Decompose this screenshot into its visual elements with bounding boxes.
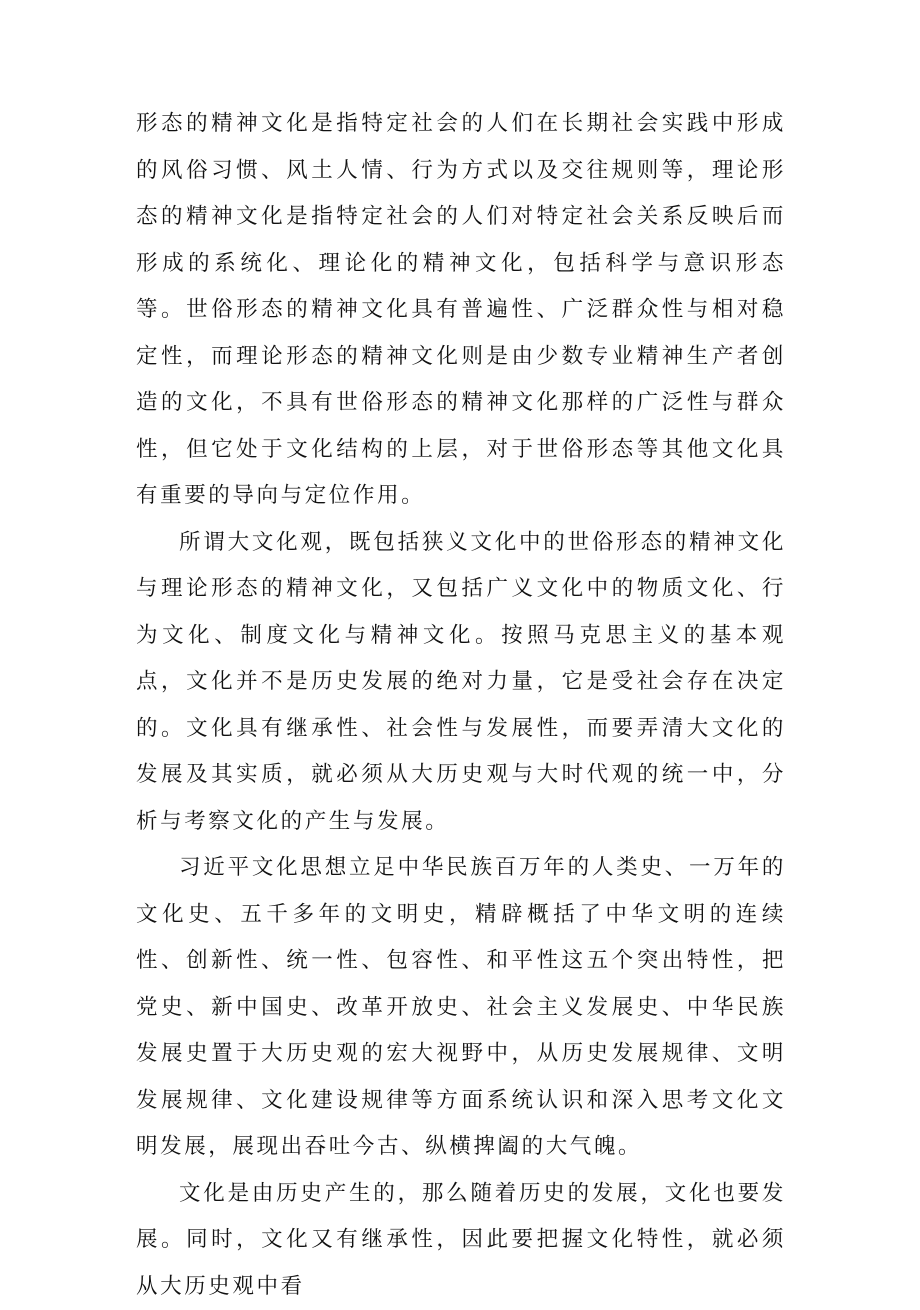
paragraph-xi-culture-thought: 习近平文化思想立足中华民族百万年的人类史、一万年的文化史、五千多年的文明史，精辟概括了中华文明的连续性、创新性、统一性、包容性、和平性这五个突出特性，把党史、新中国史、改革开放史、社会主义发展史、中华民族发展史置于大历史观的宏大视野中，从历史发展规律、文明发展规律、文化建设规律等方面系统认识和深入思考文化文明发展，展现出吞吐今古、纵横捭阖的大气魄。 (136, 845, 786, 1171)
paragraph-continued: 形态的精神文化是指特定社会的人们在长期社会实践中形成的风俗习惯、风土人情、行为方式以及交往规则等，理论形态的精神文化是指特定社会的人们对特定社会关系反映后而形成的系统化、理论化的精神文化，包括科学与意识形态等。世俗形态的精神文化具有普遍性、广泛群众性与相对稳定性，而理论形态的精神文化则是由少数专业精神生产者创造的文化，不具有世俗形态的精神文化那样的广泛性与群众性，但它处于文化结构的上层，对于世俗形态等其他文化具有重要的导向与定位作用。 (136, 101, 786, 520)
paragraph-big-culture-view: 所谓大文化观，既包括狭义文化中的世俗形态的精神文化与理论形态的精神文化，又包括广义文化中的物质文化、行为文化、制度文化与精神文化。按照马克思主义的基本观点，文化并不是历史发展的绝对力量，它是受社会存在决定的。文化具有继承性、社会性与发展性，而要弄清大文化的发展及其实质，就必须从大历史观与大时代观的统一中，分析与考察文化的产生与发展。 (136, 520, 786, 846)
document-body (136, 101, 786, 1310)
paragraph-culture-history: 文化是由历史产生的，那么随着历史的发展，文化也要发展。同时，文化又有继承性，因此要把握文化特性，就必须从大历史观中看 (136, 1171, 786, 1310)
